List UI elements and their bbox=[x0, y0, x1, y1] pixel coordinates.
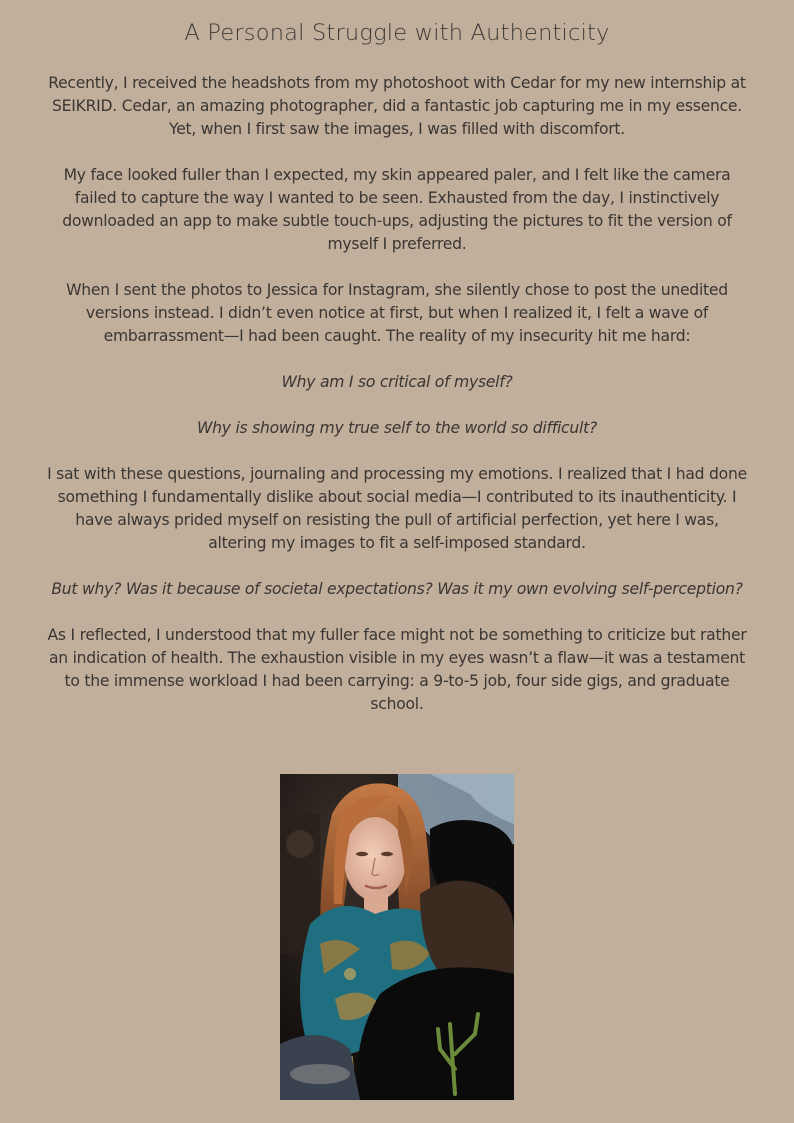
article-body bbox=[44, 72, 750, 739]
paragraph-4: I sat with these questions, journaling and processing my emotions. I realized that I had done something I fundamentally dislike about social media—I contributed to its inauthenticity. I have always prided myself on resisting the pull of artificial perfection, yet here I was, altering my images to fit a self-imposed standard. bbox=[47, 465, 747, 552]
question-1: Why am I so critical of myself? bbox=[281, 373, 513, 391]
paragraph-2: My face looked fuller than I expected, my skin appeared paler, and I felt like the camera failed to capture the way I wanted to be seen. Exhausted from the day, I instinctively downloaded an app to make subtle touch-ups, adjusting the pictures to fit the version of myself I preferred. bbox=[62, 166, 732, 253]
paragraph-5: As I reflected, I understood that my fuller face might not be something to criticize but rather an indication of health. The exhaustion visible in my eyes wasn’t a flaw—it was a testament to the immense workload I had been carrying: a 9-to-5 job, four side gigs, and graduate school. bbox=[47, 626, 747, 713]
portrait-photo bbox=[280, 774, 514, 1100]
question-2: Why is showing my true self to the world so difficult? bbox=[196, 419, 597, 437]
paragraph-1: Recently, I received the headshots from my photoshoot with Cedar for my new internship at SEIKRID. Cedar, an amazing photographer, did a fantastic job capturing me in my essence. Yet, when I first saw the images, I was filled with discomfort. bbox=[48, 74, 746, 138]
paragraph-3: When I sent the photos to Jessica for Instagram, she silently chose to post the unedited versions instead. I didn’t even notice at first, but when I realized it, I felt a wave of embarrassment—I had been caught. The reality of my insecurity hit me hard: bbox=[66, 281, 728, 345]
article-title: A Personal Struggle with Authenticity bbox=[184, 20, 610, 46]
question-3: But why? Was it because of societal expectations? Was it my own evolving self-perception? bbox=[51, 580, 743, 598]
portrait-photo-icon bbox=[280, 774, 514, 1100]
